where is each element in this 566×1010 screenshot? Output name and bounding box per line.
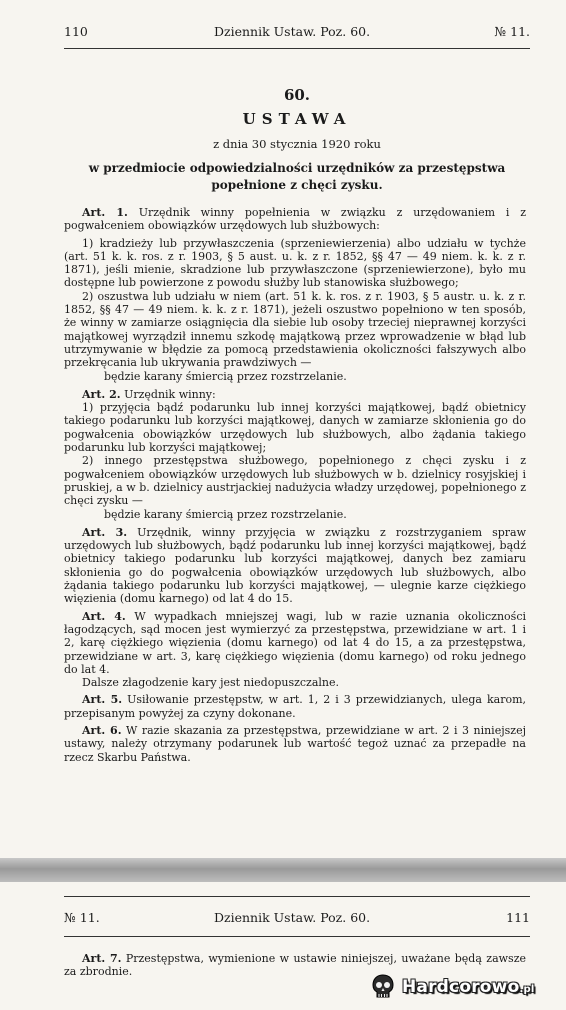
article-1 [64,206,526,233]
article-4-extra: Dalsze złagodzenie kary jest niedopuszczalne. [82,676,340,690]
article-label: Art. 4. [82,609,126,623]
watermark-text: Hardcorowo.pl [402,977,535,997]
article-text: Urzędnik winny popełnienia w związku z urzędowaniem i z pogwałceniem obowiązków urzędowych lub służbowych: [64,206,526,233]
article-1-penalty: będzie karany śmiercią przez rozstrzelanie. [104,369,347,383]
article-1-point-2: 2) oszustwa lub udziału w niem (art. 51 k. k. ros. z r. 1903, § 5 austr. u. k. z r. 1852, §§ 47 — 49 niem. k. k. z r. 1871), jeżeli oszustwo popełniono w ten sposób, że winny w zamiarze osiągnięcia dla siebie lub osoby trzeciej nieprawnej korzyści majątkowej wyrządził innemu szkodę majątkową przez wprowadzenie w błąd lub utrzymywanie w błędzie za pomocą przedstawienia okoliczności fałszywych albo przekręcania lub ukrywania prawdziwych — [64,289,526,370]
page-separator [0,858,566,882]
article-2-point-1: 1) przyjęcia bądź podarunku lub innej korzyści majątkowej, bądź obietnicy takiego podarunku lub korzyści majątkowej, danych w zamiarze skłonienia go do pogwałcenia obowiązków urzędowych lub służbowych, albo żądania takiego podarunku lub korzyści majątkowej; [64,401,526,455]
page-number: 110 [64,24,88,39]
issue-number: № 11. [494,24,530,39]
article-label: Art. 1. [82,206,128,219]
act-type: USTAWA [242,110,352,128]
article-4 [64,610,526,676]
top-rule [64,896,530,897]
article-5 [64,693,526,720]
header-rule [64,48,530,49]
article-label: Art. 2. [82,387,121,401]
page-header [64,910,530,930]
article-2-point-2: 2) innego przestępstwa służbowego, popełnionego z chęci zysku i z pogwałceniem obowiązków urzędowych lub służbowych w b. dzielnicy rosyjskiej i pruskiej, a w b. dzielnicy austrjackiej nadużycia władzy urzędowej, popełnionego z chęci zysku — [64,454,526,508]
article-text: Urzędnik, winny przyjęcia w związku z rozstrzyganiem spraw urzędowych lub służbowych, bądź podarunku lub innej korzyści majątkowej, bądź obietnicy takiego podarunku lub korzyści majątkowej, danych bez zamiaru skłonienia go do pogwałcenia obowiązków urzędowych lub służbowych, albo żądania takiego podarunku lub korzyści majątkowej, — ulegnie karze ciężkiego więzienia (domu karnego) od lat 4 do 15. [64,525,526,606]
article-text: Urzędnik winny: [124,387,216,401]
act-subject: w przedmiocie odpowiedzialności urzędników za przestępstwa popełnione z chęci zysku. [88,161,506,192]
article-2 [64,388,526,401]
journal-title: Dziennik Ustaw. Poz. 60. [214,24,371,39]
journal-title: Dziennik Ustaw. Poz. 60. [214,910,371,925]
article-label: Art. 5. [82,693,123,707]
article-3 [64,526,526,606]
article-text: Przestępstwa, wymienione w ustawie niniejszej, uważane będą zawsze za zbrodnie. [64,952,526,979]
article-text: Usiłowanie przestępstw, w art. 1, 2 i 3 przewidzianych, ulega karom, przepisanym powyżej za czyny dokonane. [64,693,526,720]
watermark [368,972,556,1002]
page-header [64,24,530,44]
page-111 [0,882,566,1010]
article-text: W razie skazania za przestępstwa, przewidziane w art. 2 i 3 niniejszej ustawy, należy otrzymany podarunek lub wartość tegoż uznać za przepadłe na rzecz Skarbu Państwa. [64,723,526,764]
skull-icon [368,972,398,1002]
article-6 [64,724,526,764]
article-label: Art. 3. [82,525,128,539]
act-body [64,206,526,768]
page-number: 111 [506,910,530,925]
article-2-penalty: będzie karany śmiercią przez rozstrzelanie. [104,507,347,521]
article-label: Art. 6. [82,723,122,737]
act-number: 60. [283,86,311,104]
issue-number: № 11. [64,910,100,925]
article-text: W wypadkach mniejszej wagi, lub w razie uznania okoliczności łagodzących, sąd mocen jest wymierzyć za przestępstwa, przewidziane w art. 1 i 2, karę ciężkiego więzienia (domu karnego) od lat 4 do 15, a za przestępstwa, przewidziane w art. 3, karę ciężkiego więzienia (domu karnego) od roku jednego do lat 4. [64,609,526,676]
article-1-point-1: 1) kradzieży lub przywłaszczenia (sprzeniewierzenia) albo udziału w tychże (art. 51 k. k. ros. z r. 1903, § 5 aust. u. k. z r. 1852, §§ 47 — 49 niem. k. k. z r. 1871), jeśli mienie, skradzione lub przywłaszczone (sprzeniewierzone), było mu dostępne lub powierzone z powodu służby lub stanowiska służbowego; [64,236,526,290]
header-rule [64,936,530,937]
article-label: Art. 7. [82,952,122,965]
act-date: z dnia 30 stycznia 1920 roku [213,137,381,151]
